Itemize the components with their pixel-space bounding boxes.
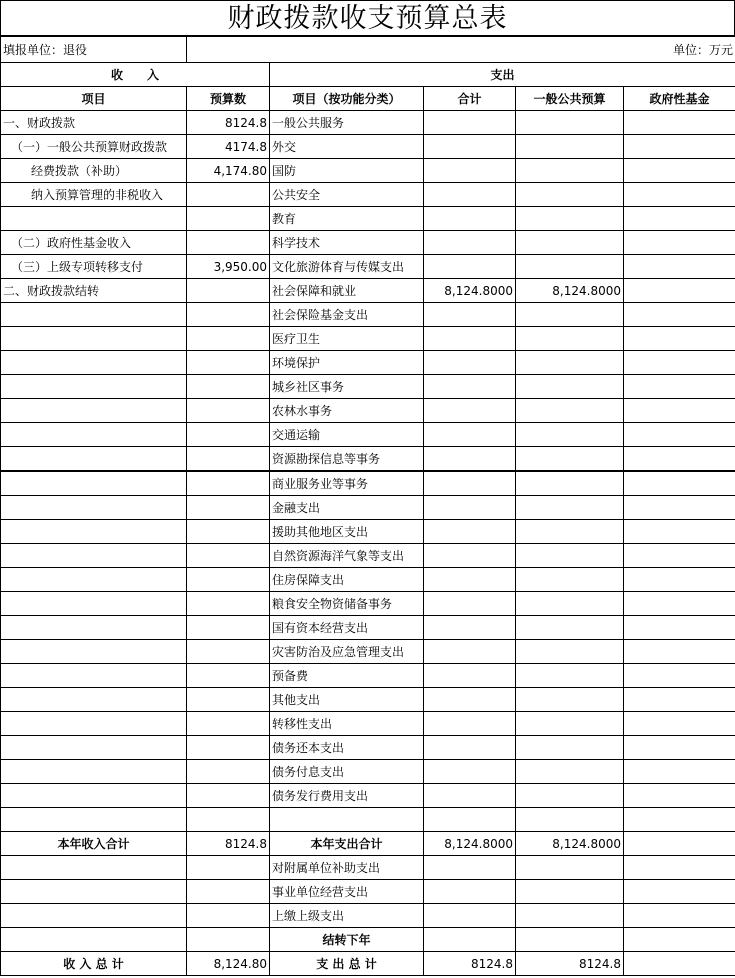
expense-item: 交通运输 bbox=[270, 423, 424, 447]
income-item: （一）一般公共预算财政拨款 bbox=[1, 135, 187, 159]
income-header: 收 入 bbox=[1, 63, 270, 87]
income-budget bbox=[187, 303, 270, 327]
expense-general bbox=[516, 688, 624, 712]
page-title: 财政拨款收支预算总表 bbox=[0, 0, 735, 36]
expense-gov-fund bbox=[624, 111, 735, 135]
filler-unit: 填报单位：退役 bbox=[1, 37, 187, 63]
expense-total bbox=[424, 880, 516, 904]
grand-income-label: 收 入 总 计 bbox=[1, 952, 187, 976]
income-item bbox=[1, 664, 187, 688]
income-item bbox=[1, 760, 187, 784]
income-budget bbox=[187, 904, 270, 928]
expense-general bbox=[516, 375, 624, 399]
expense-item: 环境保护 bbox=[270, 351, 424, 375]
income-budget bbox=[187, 544, 270, 568]
expense-general bbox=[516, 808, 624, 832]
table-row bbox=[1, 736, 735, 760]
expense-gov-fund bbox=[624, 303, 735, 327]
expense-gov-fund bbox=[624, 856, 735, 880]
income-item bbox=[1, 327, 187, 351]
grand-expense-label: 支 出 总 计 bbox=[270, 952, 424, 976]
expense-item: 国防 bbox=[270, 159, 424, 183]
expense-total: 8,124.8000 bbox=[424, 279, 516, 303]
grand-total-row bbox=[1, 952, 735, 976]
expense-item: 社会保障和就业 bbox=[270, 279, 424, 303]
expense-total bbox=[424, 544, 516, 568]
expense-total bbox=[424, 760, 516, 784]
expense-general bbox=[516, 231, 624, 255]
expense-gov-fund bbox=[624, 255, 735, 279]
income-item bbox=[1, 471, 187, 496]
expense-total bbox=[424, 207, 516, 231]
expense-gov-fund bbox=[624, 351, 735, 375]
expense-gov-fund bbox=[624, 207, 735, 231]
income-budget bbox=[187, 471, 270, 496]
expense-general bbox=[516, 856, 624, 880]
income-budget bbox=[187, 616, 270, 640]
table-row bbox=[1, 544, 735, 568]
expense-item: 住房保障支出 bbox=[270, 568, 424, 592]
income-budget bbox=[187, 399, 270, 423]
expense-item: 上缴上级支出 bbox=[270, 904, 424, 928]
expense-gov-fund bbox=[624, 399, 735, 423]
expense-general bbox=[516, 135, 624, 159]
expense-gov-fund bbox=[624, 496, 735, 520]
expense-item: 对附属单位补助支出 bbox=[270, 856, 424, 880]
income-budget bbox=[187, 279, 270, 303]
table-row bbox=[1, 423, 735, 447]
expense-header: 支出 bbox=[270, 63, 735, 87]
expense-total bbox=[424, 399, 516, 423]
expense-general bbox=[516, 111, 624, 135]
expense-general bbox=[516, 471, 624, 496]
expense-gov-fund bbox=[624, 664, 735, 688]
income-item: （二）政府性基金收入 bbox=[1, 231, 187, 255]
table-row bbox=[1, 616, 735, 640]
expense-general bbox=[516, 255, 624, 279]
income-budget bbox=[187, 760, 270, 784]
budget-table bbox=[0, 36, 735, 976]
expense-general bbox=[516, 447, 624, 472]
carry-row bbox=[1, 928, 735, 952]
expense-gov-fund bbox=[624, 880, 735, 904]
expense-general bbox=[516, 303, 624, 327]
table-row bbox=[1, 688, 735, 712]
expense-gov-fund bbox=[624, 279, 735, 303]
table-row bbox=[1, 471, 735, 496]
income-item bbox=[1, 447, 187, 472]
table-row bbox=[1, 808, 735, 832]
expense-gov-fund bbox=[624, 183, 735, 207]
expense-general bbox=[516, 784, 624, 808]
income-budget: 8124.8 bbox=[187, 111, 270, 135]
expense-item: 灾害防治及应急管理支出 bbox=[270, 640, 424, 664]
col-budget: 预算数 bbox=[187, 87, 270, 111]
table-row bbox=[1, 231, 735, 255]
unit-label: 单位：万元 bbox=[187, 37, 735, 63]
expense-item: 公共安全 bbox=[270, 183, 424, 207]
expense-general bbox=[516, 592, 624, 616]
table-row bbox=[1, 159, 735, 183]
expense-total bbox=[424, 135, 516, 159]
table-row bbox=[1, 183, 735, 207]
col-total: 合计 bbox=[424, 87, 516, 111]
expense-item: 外交 bbox=[270, 135, 424, 159]
income-item bbox=[1, 688, 187, 712]
income-budget bbox=[187, 231, 270, 255]
table-row bbox=[1, 712, 735, 736]
expense-gov-fund bbox=[624, 904, 735, 928]
expense-general bbox=[516, 159, 624, 183]
expense-total bbox=[424, 159, 516, 183]
table-row bbox=[1, 135, 735, 159]
expense-total bbox=[424, 231, 516, 255]
expense-total bbox=[424, 520, 516, 544]
income-item bbox=[1, 640, 187, 664]
year-expense-gov-fund bbox=[624, 832, 735, 856]
table-row bbox=[1, 760, 735, 784]
grand-expense-gov-fund bbox=[624, 952, 735, 976]
expense-item: 教育 bbox=[270, 207, 424, 231]
income-item: 经费拨款（补助） bbox=[1, 159, 187, 183]
income-item bbox=[1, 880, 187, 904]
income-item bbox=[1, 856, 187, 880]
expense-item: 转移性支出 bbox=[270, 712, 424, 736]
income-budget bbox=[187, 207, 270, 231]
grand-expense-total: 8124.8 bbox=[424, 952, 516, 976]
income-item: 二、财政拨款结转 bbox=[1, 279, 187, 303]
table-row bbox=[1, 111, 735, 135]
expense-gov-fund bbox=[624, 520, 735, 544]
income-budget bbox=[187, 496, 270, 520]
table-row bbox=[1, 279, 735, 303]
expense-gov-fund bbox=[624, 712, 735, 736]
income-item bbox=[1, 423, 187, 447]
income-item bbox=[1, 784, 187, 808]
expense-gov-fund bbox=[624, 135, 735, 159]
expense-total bbox=[424, 183, 516, 207]
expense-total bbox=[424, 351, 516, 375]
expense-total bbox=[424, 808, 516, 832]
income-budget bbox=[187, 447, 270, 472]
expense-gov-fund bbox=[624, 808, 735, 832]
expense-gov-fund bbox=[624, 760, 735, 784]
expense-total bbox=[424, 447, 516, 472]
expense-gov-fund bbox=[624, 568, 735, 592]
income-item bbox=[1, 592, 187, 616]
col-item: 项目 bbox=[1, 87, 187, 111]
expense-general bbox=[516, 327, 624, 351]
empty-cell bbox=[424, 928, 516, 952]
income-item: 一、财政拨款 bbox=[1, 111, 187, 135]
expense-total bbox=[424, 616, 516, 640]
expense-total bbox=[424, 375, 516, 399]
table-row bbox=[1, 520, 735, 544]
expense-item: 自然资源海洋气象等支出 bbox=[270, 544, 424, 568]
expense-item: 预备费 bbox=[270, 664, 424, 688]
expense-item: 债务发行费用支出 bbox=[270, 784, 424, 808]
expense-item: 国有资本经营支出 bbox=[270, 616, 424, 640]
income-budget bbox=[187, 351, 270, 375]
income-budget bbox=[187, 784, 270, 808]
expense-total bbox=[424, 423, 516, 447]
income-budget bbox=[187, 640, 270, 664]
expense-item: 援助其他地区支出 bbox=[270, 520, 424, 544]
income-budget bbox=[187, 520, 270, 544]
income-budget bbox=[187, 880, 270, 904]
income-budget bbox=[187, 856, 270, 880]
income-item bbox=[1, 544, 187, 568]
expense-item: 其他支出 bbox=[270, 688, 424, 712]
col-item-func: 项目（按功能分类） bbox=[270, 87, 424, 111]
expense-total bbox=[424, 688, 516, 712]
table-row bbox=[1, 880, 735, 904]
table-row bbox=[1, 496, 735, 520]
expense-item: 社会保险基金支出 bbox=[270, 303, 424, 327]
empty-cell bbox=[516, 928, 624, 952]
expense-general bbox=[516, 760, 624, 784]
expense-general bbox=[516, 423, 624, 447]
table-row bbox=[1, 303, 735, 327]
table-row bbox=[1, 904, 735, 928]
income-item bbox=[1, 904, 187, 928]
expense-general bbox=[516, 207, 624, 231]
expense-general bbox=[516, 880, 624, 904]
expense-general bbox=[516, 904, 624, 928]
income-item bbox=[1, 568, 187, 592]
expense-item: 医疗卫生 bbox=[270, 327, 424, 351]
income-item bbox=[1, 808, 187, 832]
expense-total bbox=[424, 255, 516, 279]
grand-expense-general: 8124.8 bbox=[516, 952, 624, 976]
expense-gov-fund bbox=[624, 231, 735, 255]
income-budget bbox=[187, 423, 270, 447]
expense-gov-fund bbox=[624, 327, 735, 351]
table-row bbox=[1, 856, 735, 880]
income-budget bbox=[187, 568, 270, 592]
expense-gov-fund bbox=[624, 688, 735, 712]
expense-gov-fund bbox=[624, 423, 735, 447]
expense-total bbox=[424, 736, 516, 760]
expense-total bbox=[424, 568, 516, 592]
year-expense-general: 8,124.8000 bbox=[516, 832, 624, 856]
expense-item: 事业单位经营支出 bbox=[270, 880, 424, 904]
expense-total bbox=[424, 496, 516, 520]
income-item bbox=[1, 399, 187, 423]
expense-gov-fund bbox=[624, 159, 735, 183]
income-item bbox=[1, 351, 187, 375]
expense-total bbox=[424, 111, 516, 135]
expense-general bbox=[516, 520, 624, 544]
expense-gov-fund bbox=[624, 640, 735, 664]
income-item bbox=[1, 375, 187, 399]
year-income-value: 8124.8 bbox=[187, 832, 270, 856]
table-row bbox=[1, 447, 735, 472]
income-budget: 4174.8 bbox=[187, 135, 270, 159]
table-row bbox=[1, 375, 735, 399]
expense-general bbox=[516, 183, 624, 207]
expense-total bbox=[424, 904, 516, 928]
expense-total bbox=[424, 327, 516, 351]
expense-total bbox=[424, 471, 516, 496]
income-item bbox=[1, 207, 187, 231]
expense-general bbox=[516, 568, 624, 592]
income-budget bbox=[187, 736, 270, 760]
table-row bbox=[1, 399, 735, 423]
expense-gov-fund bbox=[624, 592, 735, 616]
expense-gov-fund bbox=[624, 471, 735, 496]
table-row bbox=[1, 327, 735, 351]
expense-gov-fund bbox=[624, 736, 735, 760]
expense-total bbox=[424, 856, 516, 880]
income-budget: 3,950.00 bbox=[187, 255, 270, 279]
col-general: 一般公共预算 bbox=[516, 87, 624, 111]
income-budget: 4,174.80 bbox=[187, 159, 270, 183]
expense-item: 金融支出 bbox=[270, 496, 424, 520]
expense-item: 农林水事务 bbox=[270, 399, 424, 423]
income-item bbox=[1, 496, 187, 520]
empty-cell bbox=[1, 928, 187, 952]
expense-general bbox=[516, 712, 624, 736]
income-item bbox=[1, 712, 187, 736]
year-income-label: 本年收入合计 bbox=[1, 832, 187, 856]
expense-item: 粮食安全物资储备事务 bbox=[270, 592, 424, 616]
expense-general bbox=[516, 736, 624, 760]
expense-general bbox=[516, 640, 624, 664]
income-budget bbox=[187, 375, 270, 399]
expense-gov-fund bbox=[624, 616, 735, 640]
income-item bbox=[1, 736, 187, 760]
table-row bbox=[1, 568, 735, 592]
income-budget bbox=[187, 808, 270, 832]
income-budget bbox=[187, 712, 270, 736]
expense-item: 资源勘探信息等事务 bbox=[270, 447, 424, 472]
table-row bbox=[1, 640, 735, 664]
expense-general bbox=[516, 544, 624, 568]
income-budget bbox=[187, 592, 270, 616]
expense-gov-fund bbox=[624, 784, 735, 808]
table-row bbox=[1, 664, 735, 688]
empty-cell bbox=[187, 928, 270, 952]
table-row bbox=[1, 207, 735, 231]
expense-general: 8,124.8000 bbox=[516, 279, 624, 303]
income-item bbox=[1, 303, 187, 327]
expense-item: 科学技术 bbox=[270, 231, 424, 255]
expense-general bbox=[516, 496, 624, 520]
income-budget bbox=[187, 664, 270, 688]
year-total-row bbox=[1, 832, 735, 856]
expense-total bbox=[424, 712, 516, 736]
table-row bbox=[1, 592, 735, 616]
expense-item bbox=[270, 808, 424, 832]
income-budget bbox=[187, 688, 270, 712]
expense-total bbox=[424, 784, 516, 808]
year-expense-label: 本年支出合计 bbox=[270, 832, 424, 856]
table-row bbox=[1, 255, 735, 279]
empty-cell bbox=[624, 928, 735, 952]
expense-item: 城乡社区事务 bbox=[270, 375, 424, 399]
expense-item: 债务还本支出 bbox=[270, 736, 424, 760]
income-budget bbox=[187, 183, 270, 207]
col-gov-fund: 政府性基金 bbox=[624, 87, 735, 111]
table-row bbox=[1, 351, 735, 375]
expense-total bbox=[424, 303, 516, 327]
expense-total bbox=[424, 640, 516, 664]
expense-total bbox=[424, 592, 516, 616]
carry-label: 结转下年 bbox=[270, 928, 424, 952]
income-item: （三）上级专项转移支付 bbox=[1, 255, 187, 279]
expense-total bbox=[424, 664, 516, 688]
income-item bbox=[1, 616, 187, 640]
income-budget bbox=[187, 327, 270, 351]
expense-item: 债务付息支出 bbox=[270, 760, 424, 784]
expense-item: 文化旅游体育与传媒支出 bbox=[270, 255, 424, 279]
expense-general bbox=[516, 616, 624, 640]
expense-general bbox=[516, 664, 624, 688]
expense-general bbox=[516, 399, 624, 423]
income-item: 纳入预算管理的非税收入 bbox=[1, 183, 187, 207]
income-item bbox=[1, 520, 187, 544]
expense-general bbox=[516, 351, 624, 375]
expense-gov-fund bbox=[624, 375, 735, 399]
year-expense-total: 8,124.8000 bbox=[424, 832, 516, 856]
table-row bbox=[1, 784, 735, 808]
expense-item: 一般公共服务 bbox=[270, 111, 424, 135]
expense-gov-fund bbox=[624, 544, 735, 568]
expense-item: 商业服务业等事务 bbox=[270, 471, 424, 496]
grand-income-value: 8,124.80 bbox=[187, 952, 270, 976]
expense-gov-fund bbox=[624, 447, 735, 472]
